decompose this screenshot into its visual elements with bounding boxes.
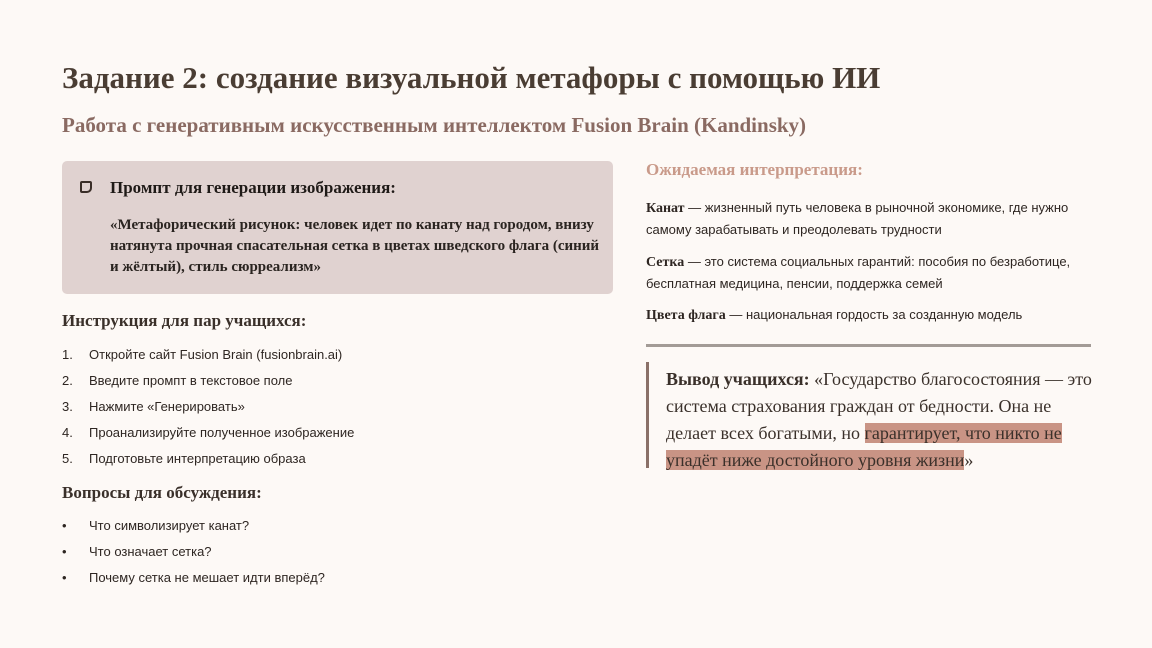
item-text: Введите промпт в текстовое поле: [89, 373, 293, 388]
term: Цвета флага: [646, 308, 726, 323]
item-text: Что означает сетка?: [89, 544, 212, 559]
term: Сетка: [646, 255, 685, 270]
prompt-card: [62, 161, 613, 294]
divider: [646, 344, 1091, 347]
conclusion-quote: [646, 362, 1096, 468]
list-item: [62, 544, 325, 570]
item-text: Подготовьте интерпретацию образа: [89, 451, 306, 466]
list-item: [62, 373, 354, 399]
interpretation-item: [646, 304, 1086, 326]
bullet-icon: •: [62, 544, 67, 559]
interpretation-heading: Ожидаемая интерпретация:: [646, 160, 863, 179]
bullet-icon: •: [62, 518, 67, 533]
interpretation-item: [646, 197, 1086, 240]
list-item: [62, 518, 325, 544]
item-number: 5.: [62, 451, 73, 466]
item-text: Что символизирует канат?: [89, 518, 250, 533]
list-item: [62, 451, 354, 477]
definition: — национальная гордость за созданную модель: [725, 307, 1023, 322]
instructions-heading: Инструкция для пар учащихся:: [62, 311, 307, 330]
term: Канат: [646, 201, 685, 216]
list-item: [62, 425, 354, 451]
prompt-text: «Метафорический рисунок: человек идет по канату над городом, внизу натянута прочная спасательная сетка в цветах шведского флага (синий и жёлтый), стиль сюрреализм»: [110, 217, 600, 275]
page-subtitle: Работа с генеративным искусственным интеллектом Fusion Brain (Kandinsky): [62, 113, 807, 137]
list-item: [62, 570, 325, 596]
note-icon: [80, 181, 92, 193]
definition: — жизненный путь человека в рыночной экономике, где нужно самому зарабатывать и преодолевать трудности: [646, 200, 1069, 237]
item-text: Проанализируйте полученное изображение: [89, 425, 355, 440]
item-number: 1.: [62, 347, 73, 362]
conclusion-text: «Государство благосостояния — это система страхования граждан от бедности. Она не делает всех богатыми, но: [666, 369, 1092, 443]
list-item: [62, 399, 354, 425]
item-text: Нажмите «Генерировать»: [89, 399, 245, 414]
conclusion-highlight: гарантирует, что никто не упадёт ниже достойного уровня жизни: [666, 423, 1062, 470]
item-text: Откройте сайт Fusion Brain (fusionbrain.ai): [89, 347, 343, 362]
conclusion-label: Вывод учащихся:: [666, 369, 810, 389]
questions-heading: Вопросы для обсуждения:: [62, 483, 262, 502]
item-number: 4.: [62, 425, 73, 440]
item-number: 2.: [62, 373, 73, 388]
interpretation-item: [646, 251, 1086, 294]
list-item: [62, 347, 354, 373]
bullet-icon: •: [62, 570, 67, 585]
conclusion-end: »: [964, 450, 974, 470]
prompt-heading: Промпт для генерации изображения:: [110, 178, 396, 197]
questions-list: [62, 518, 325, 596]
item-text: Почему сетка не мешает идти вперёд?: [89, 570, 325, 585]
item-number: 3.: [62, 399, 73, 414]
definition: — это система социальных гарантий: пособия по безработице, бесплатная медицина, пенсии, поддержка семей: [646, 254, 1071, 291]
page-title: Задание 2: создание визуальной метафоры с помощью ИИ: [62, 60, 881, 95]
instructions-list: [62, 347, 354, 477]
